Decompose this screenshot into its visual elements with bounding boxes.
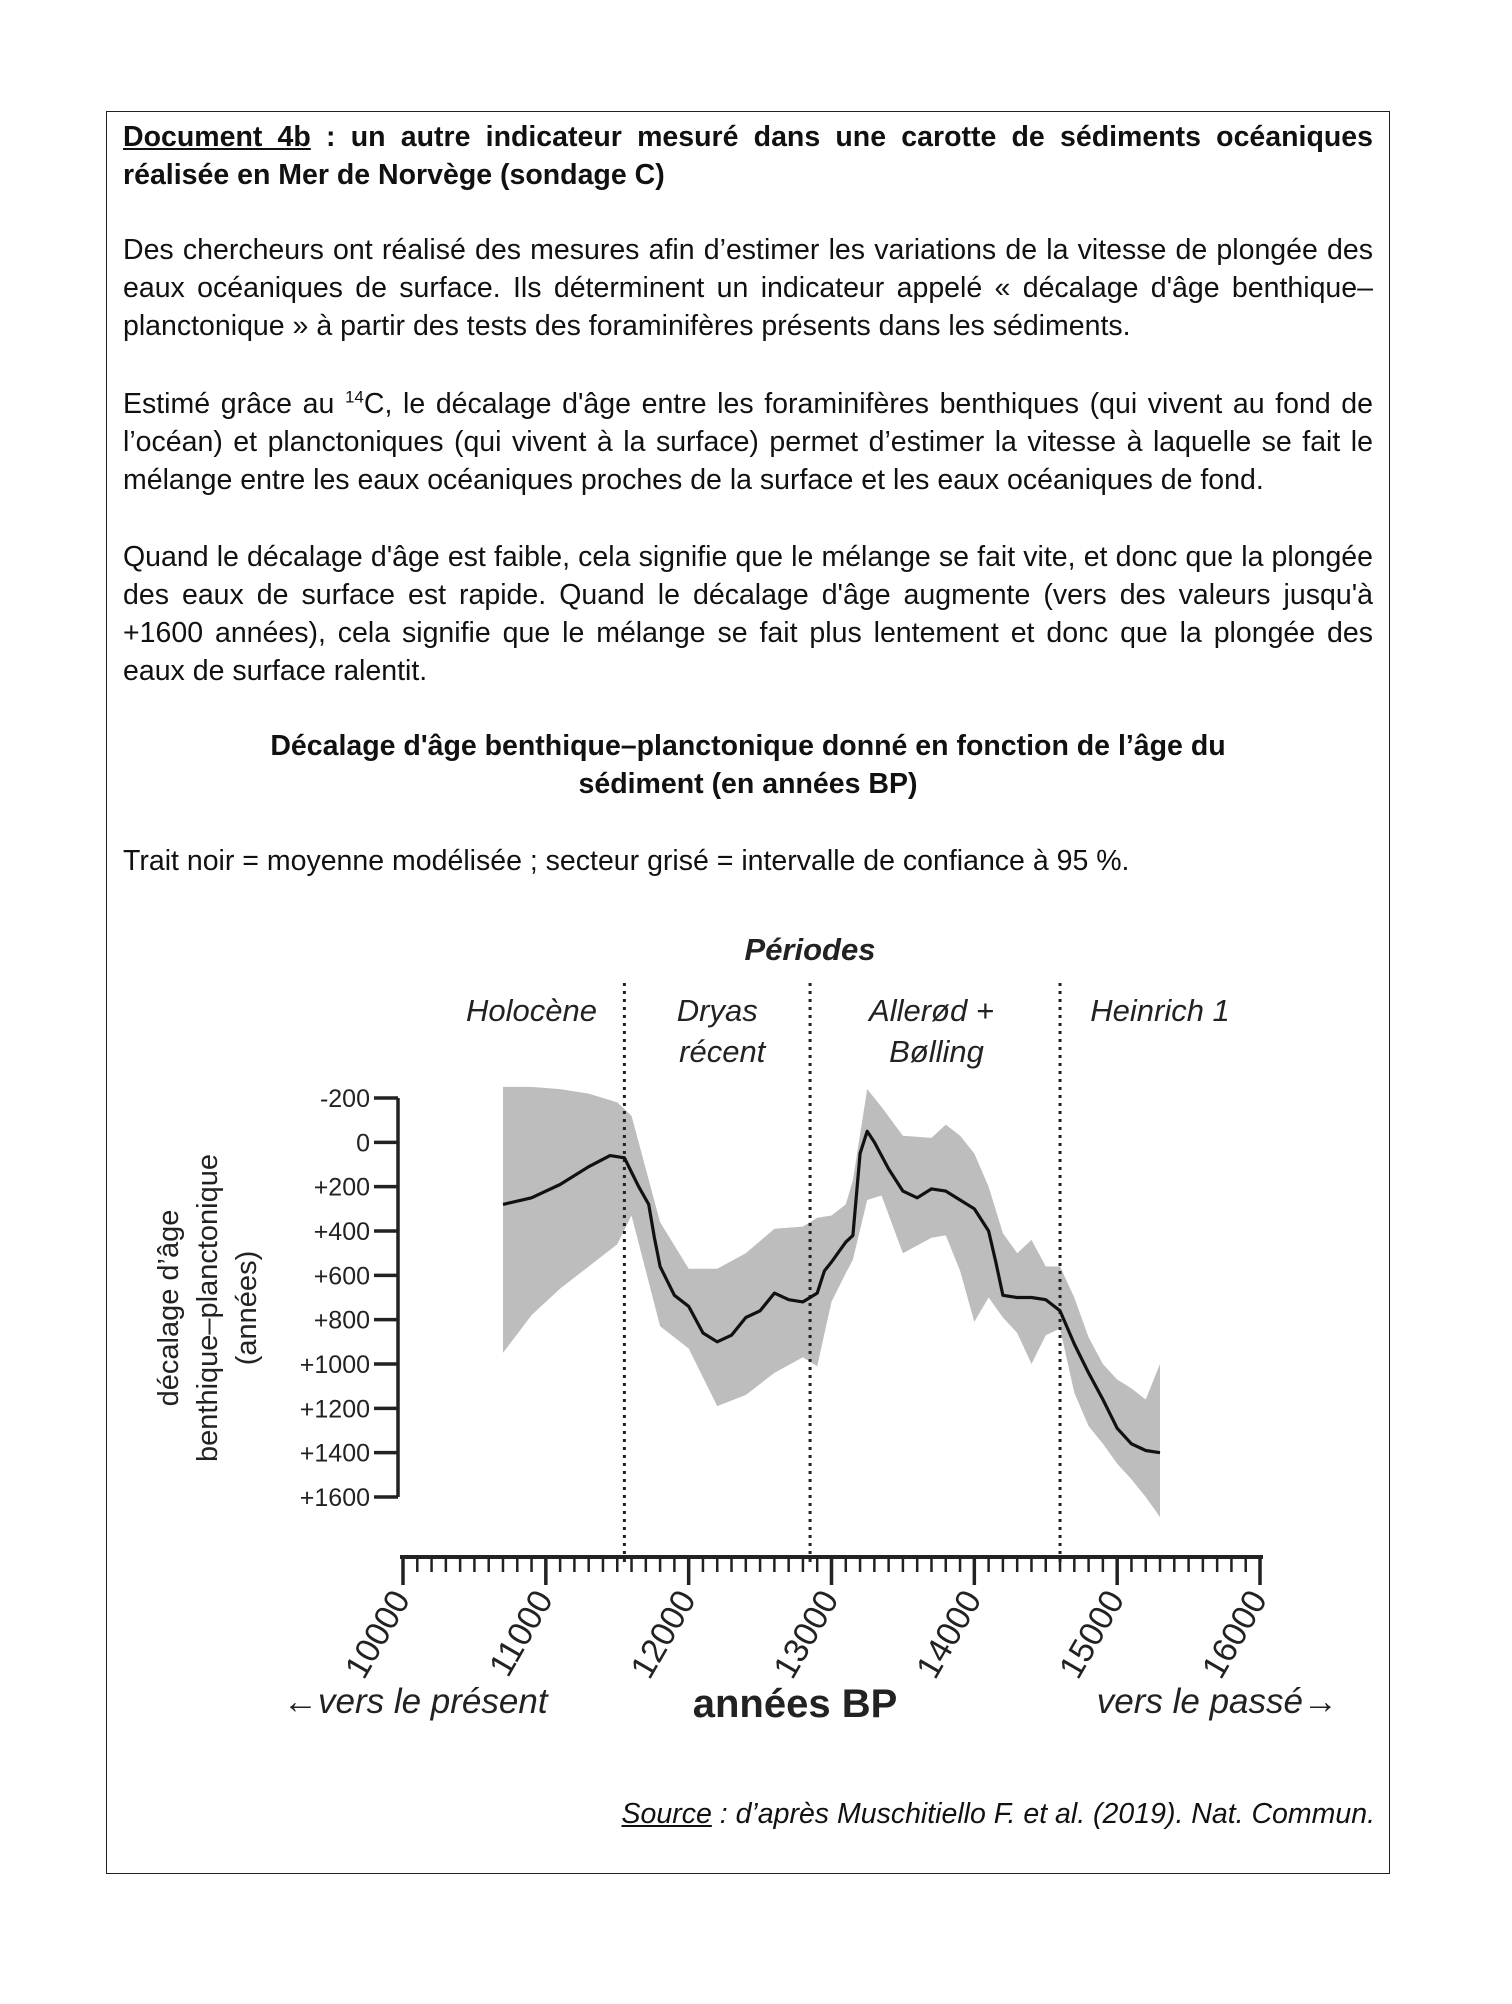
paragraph-2-start: Estimé grâce au <box>123 388 345 420</box>
document-label: Document 4b <box>123 121 311 153</box>
paragraph-2-rest: C, le décalage d'âge entre les foraminifères benthiques (qui vivent au fond de l’océan) et planctoniques (qui vivent à la surface) permet d’estimer la vitesse à laquelle se fait le mélange entre les eaux océaniques proches de la surface et les eaux océaniques de fond. <box>123 388 1373 496</box>
period-label-3: Allerød + <box>869 993 994 1028</box>
legend-note: Trait noir = moyenne modélisée ; secteur grisé = intervalle de confiance à 95 %. <box>123 845 1130 877</box>
y-axis-label-line-2: benthique–planctonique <box>192 1154 224 1462</box>
y-tick-label-5: +800 <box>313 1306 370 1335</box>
x-tick-label-3: 13000 <box>766 1584 847 1685</box>
x-tick-label-6: 16000 <box>1194 1584 1275 1685</box>
y-tick-label-8: +1400 <box>299 1439 370 1468</box>
carbon-14-superscript: 14 <box>344 387 364 407</box>
period-label-2: Dryas <box>676 993 758 1028</box>
x-tick-label-0: 10000 <box>337 1584 418 1685</box>
document-title-rest: : un autre indicateur mesuré dans une carotte de sédiments océaniques réalisée en Mer de Norvège (sondage C) <box>123 121 1373 191</box>
y-tick-label-6: +1000 <box>299 1351 370 1379</box>
y-tick-label-4: +600 <box>313 1262 370 1291</box>
source-label: Source <box>621 1798 712 1830</box>
x-tick-label-1: 11000 <box>481 1584 561 1683</box>
x-tick-label-5: 15000 <box>1051 1584 1133 1685</box>
source-line <box>622 1798 1375 1831</box>
x-tick-label-2: 12000 <box>623 1584 704 1685</box>
source-citation: : d’après Muschitiello F. et al. (2019). Nat. Commun. <box>711 1798 1375 1830</box>
chart-heading-line-2: sédiment (en années BP) <box>578 768 918 800</box>
y-axis-label-line-1: décalage d’âge <box>153 1209 185 1407</box>
paragraph-3: Quand le décalage d'âge est faible, cela signifie que le mélange se fait vite, et donc que la plongée des eaux de surface est rapide. Quand le décalage d'âge augmente (vers des valeurs jusqu'à +1600 années), cela signifie que le mélange se fait plus lentement et donc que la plongée des eaux de surface ralentit. <box>123 541 1373 687</box>
paragraph-1: Des chercheurs ont réalisé des mesures afin d’estimer les variations de la vitesse de plongée des eaux océaniques de surface. Ils déterminent un indicateur appelé « décalage d'âge benthique–planctonique » à partir des tests des foraminifères présents dans les sédiments. <box>123 234 1373 342</box>
period-label-2-line-2: récent <box>679 1034 766 1069</box>
period-label-1: Holocène <box>466 993 598 1028</box>
chart-heading-line-1: Décalage d'âge benthique–planctonique donné en fonction de l’âge du <box>270 730 1226 762</box>
y-tick-label-1: 0 <box>356 1129 370 1158</box>
x-tick-label-4: 14000 <box>909 1584 990 1685</box>
period-label-3-line-2: Bølling <box>889 1034 984 1069</box>
x-left-note: ←vers le présent <box>283 1682 548 1721</box>
period-label-4: Heinrich 1 <box>1090 993 1230 1028</box>
y-tick-label-3: +400 <box>313 1218 370 1246</box>
x-right-note: vers le passé→ <box>1096 1682 1338 1721</box>
periods-title: Périodes <box>744 932 876 967</box>
y-tick-label-0: -200 <box>319 1085 370 1113</box>
y-tick-label-9: +1600 <box>299 1484 370 1512</box>
y-tick-label-7: +1200 <box>299 1395 370 1424</box>
y-axis-label-line-3: (années) <box>231 1250 263 1366</box>
x-axis-label: années BP <box>692 1682 898 1726</box>
y-tick-label-2: +200 <box>313 1173 370 1202</box>
